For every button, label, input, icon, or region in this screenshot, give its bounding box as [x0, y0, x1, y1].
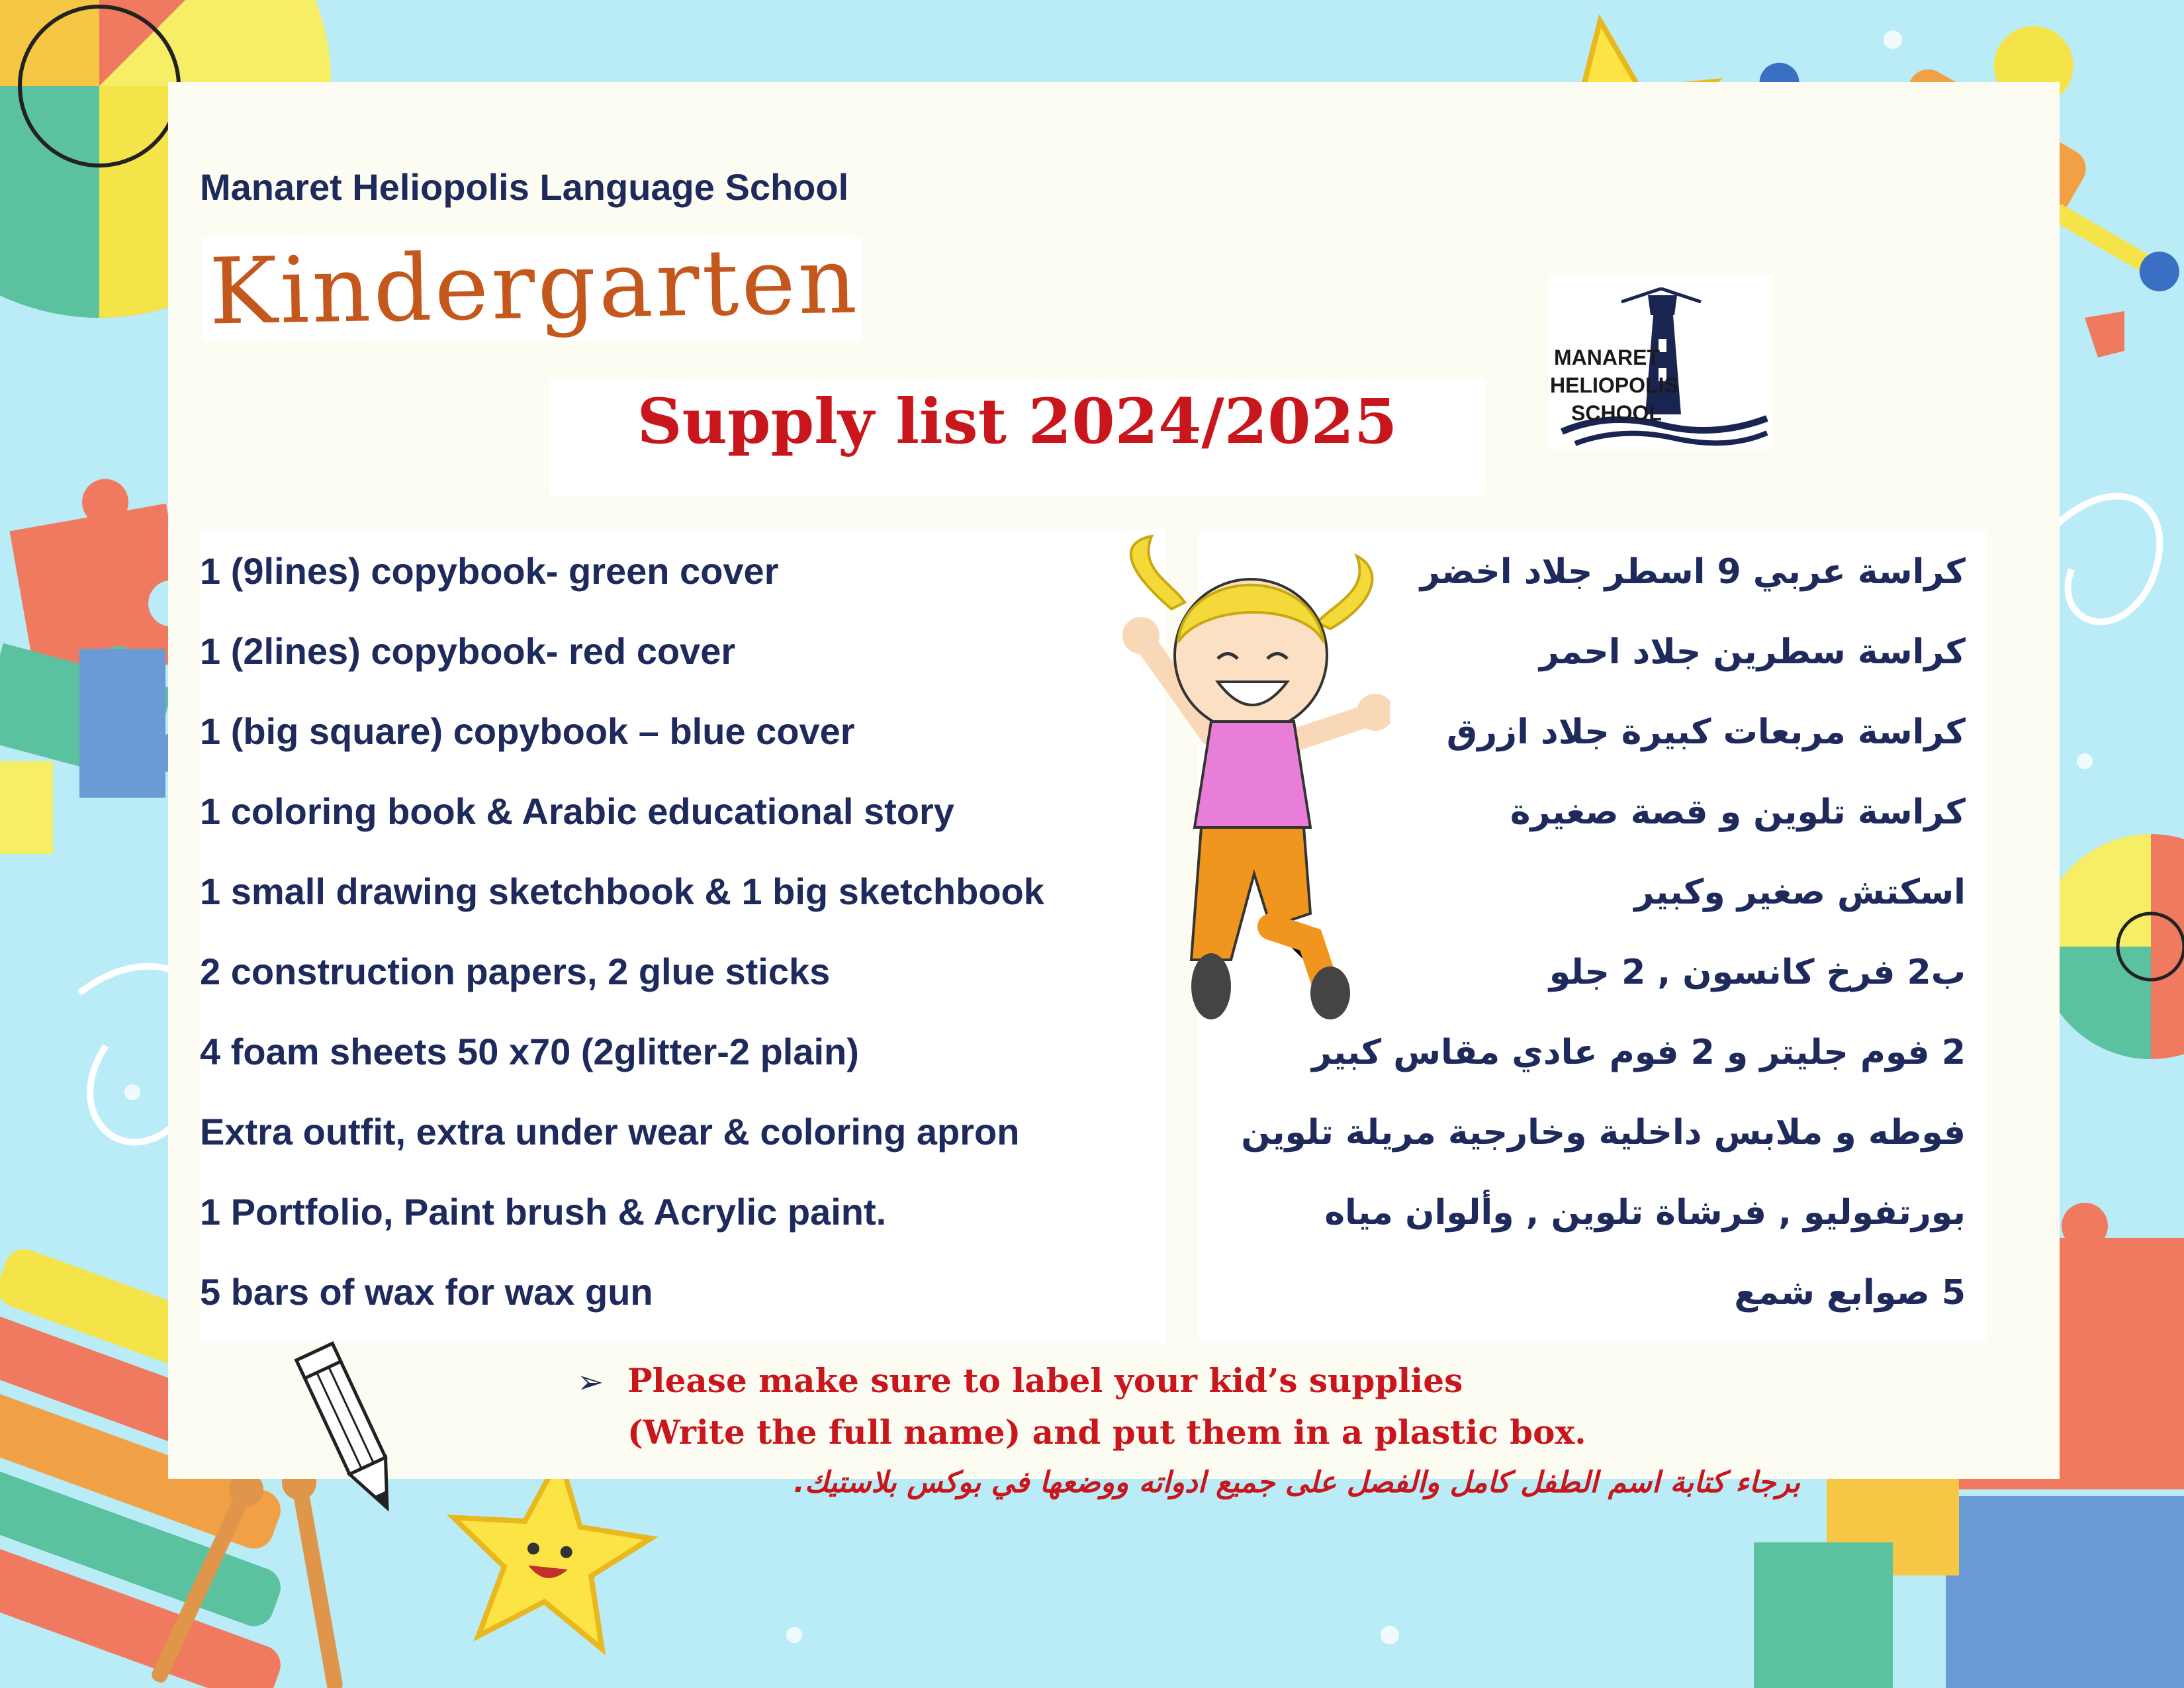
school-name: Manaret Heliopolis Language School — [200, 166, 849, 208]
list-item: 1 (9lines) copybook- green cover — [200, 550, 779, 592]
list-item: 1 small drawing sketchbook & 1 big sketchbook — [200, 870, 1044, 912]
list-item: 1 (big square) copybook – blue cover — [200, 710, 855, 752]
list-item: كراسة تلوين و قصة صغيرة — [1510, 792, 1966, 832]
puzzle-piece-icon — [0, 469, 193, 854]
pencil-icon — [278, 1337, 424, 1523]
list-item: Extra outfit, extra under wear & coloring apron — [200, 1111, 1020, 1152]
list-item: 5 bars of wax for wax gun — [200, 1271, 653, 1313]
list-item: بورتفوليو , فرشاة تلوين , وألوان مياه — [1324, 1193, 1966, 1233]
page-title: Supply list 2024/2025 — [637, 385, 1398, 458]
note-line-1: Please make sure to label your kid’s supplies — [627, 1361, 1463, 1400]
grade-title: Kindergarten — [208, 227, 861, 346]
logo-text-line3: SCHOOL — [1571, 401, 1662, 425]
list-item: 1 (2lines) copybook- red cover — [200, 630, 736, 672]
list-item: فوطه و ملابس داخلية وخارجية مريلة تلوين — [1241, 1113, 1966, 1152]
list-item: كراسة مربعات كبيرة جلاد ازرق — [1446, 712, 1966, 752]
list-item: كراسة عربي 9 اسطر جلاد اخضر — [1420, 552, 1966, 592]
list-item: 2 فوم جليتر و 2 فوم عادي مقاس كبير — [1312, 1033, 1966, 1072]
list-item: اسكتش صغير وكبير — [1634, 872, 1966, 912]
list-item: 4 foam sheets 50 x70 (2glitter-2 plain) — [200, 1031, 859, 1072]
note-arabic: برجاء كتابة اسم الطفل كامل والفصل على جميع ادواته ووضعها في بوكس بلاستيك. — [794, 1466, 1800, 1499]
list-item: 1 coloring book & Arabic educational story — [200, 790, 954, 832]
logo-text-line1: MANARET — [1554, 346, 1660, 369]
girl-illustration — [1112, 530, 1390, 1033]
beach-ball-icon — [2038, 834, 2184, 1059]
logo-text-line2: HELIOPOLIS — [1550, 373, 1678, 397]
list-item: كراسة سطرين جلاد احمر — [1539, 632, 1966, 672]
list-item: 2 construction papers, 2 glue sticks — [200, 951, 831, 992]
list-item: 5 صوابع شمع — [1734, 1273, 1966, 1313]
school-logo — [1549, 275, 1772, 450]
list-item: ب2 فرخ كانسون , 2 جلو — [1549, 953, 1966, 992]
note-line-2: (Write the full name) and put them in a plastic box. — [627, 1413, 1586, 1452]
arrow-bullet-icon: ➢ — [577, 1364, 604, 1401]
list-item: 1 Portfolio, Paint brush & Acrylic paint. — [200, 1191, 887, 1233]
